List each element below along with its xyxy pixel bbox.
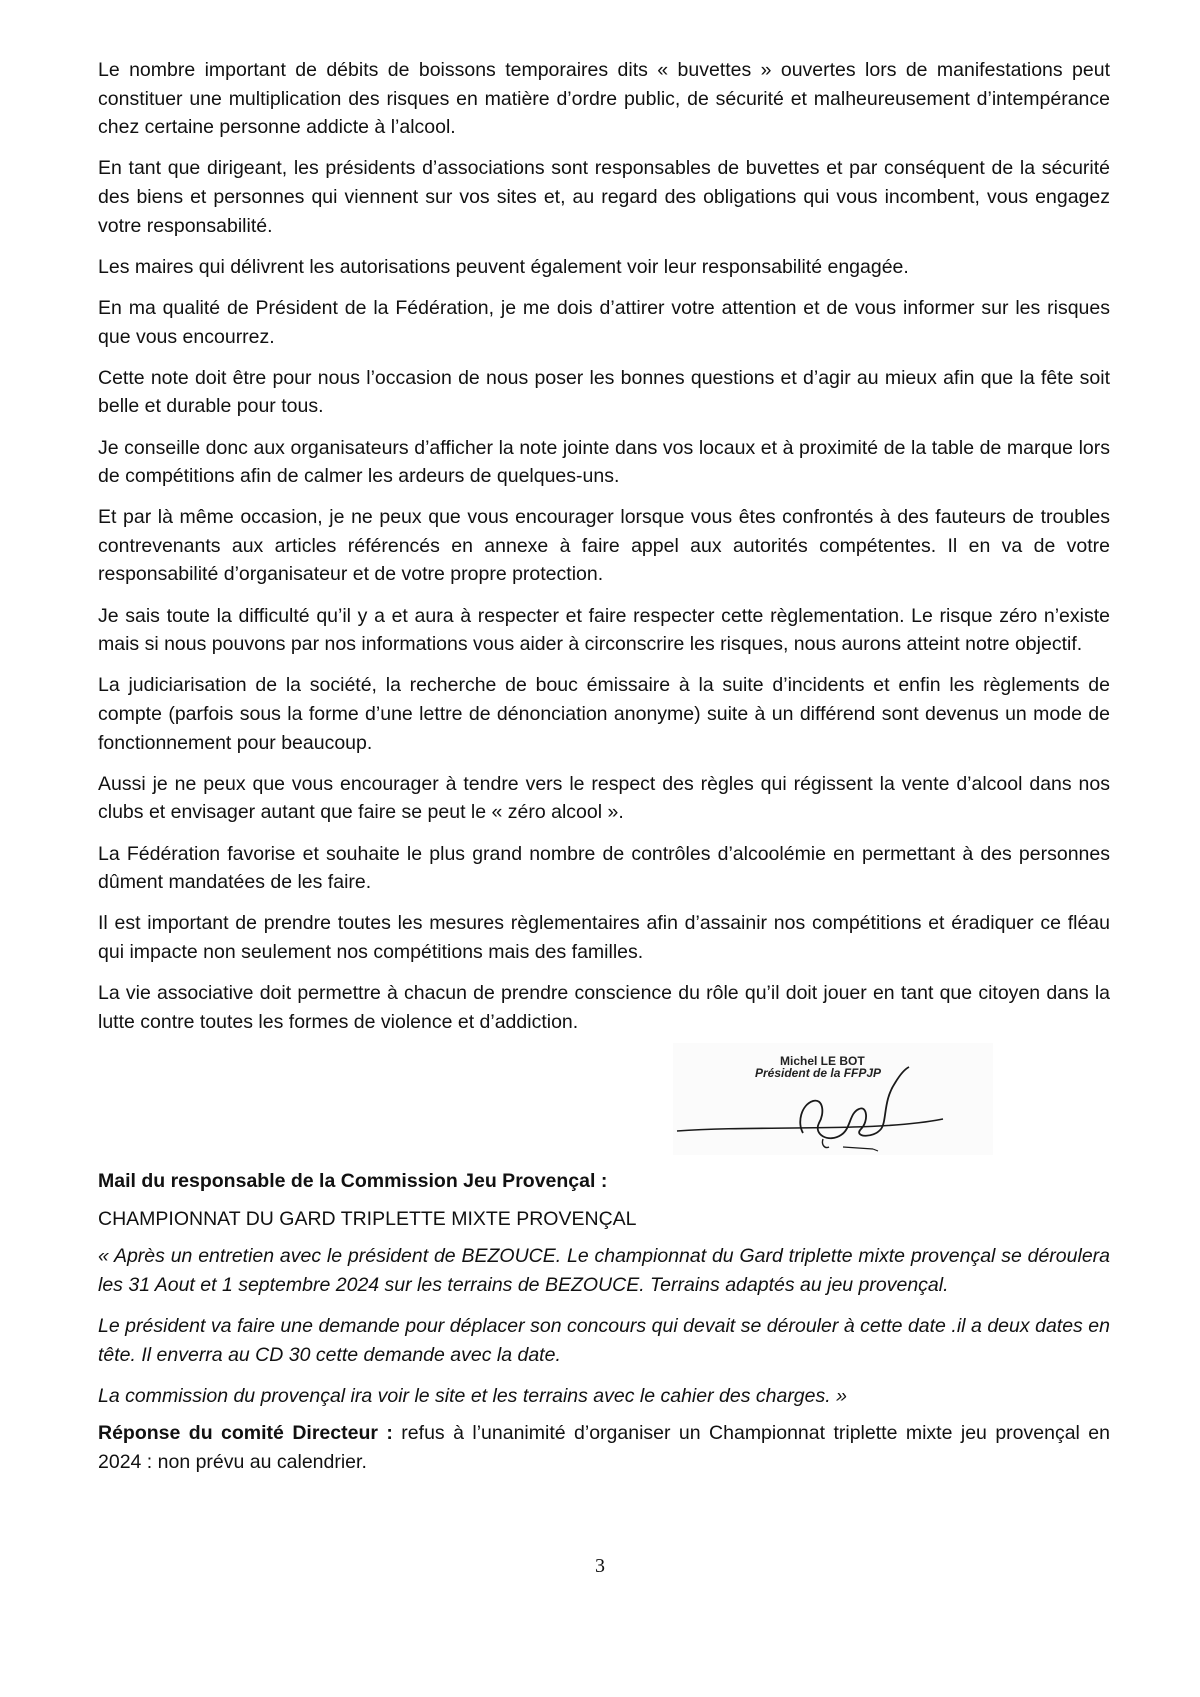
response-text: refus à l’unanimité d’organiser un Championnat triplette mixte jeu provençal en 2024 : non prévu au calendrier. [98, 1422, 1110, 1473]
document-page [98, 56, 1110, 1489]
paragraph-difficulte: Je sais toute la difficulté qu’il y a et aura à respecter et faire respecter cette règlementation. Le risque zéro n’existe mais si nous pouvons par nos informations vous aider à circonscrire les risques, nous aurons atteint notre objectif. [98, 604, 1110, 656]
page-number: 3 [595, 1555, 605, 1577]
signature-block [98, 1043, 1110, 1161]
paragraph-note-occasion: Cette note doit être pour nous l’occasion de nous poser les bonnes questions et d’agir au mieux afin que la fête soit belle et durable pour tous. [98, 366, 1110, 418]
response-label: Réponse du comité Directeur : [98, 1422, 393, 1445]
paragraph-buvettes: Le nombre important de débits de boissons temporaires dits « buvettes » ouvertes lors de manifestations peut constituer une multiplication des risques en matière d’ordre public, de sécurité et malheureusement d’intempérance chez certaine personne addicte à l’alcool. [98, 59, 1110, 139]
paragraph-qualite-president: En ma qualité de Président de la Fédération, je me dois d’attirer votre attention et de vous informer sur les risques que vous encourrez. [98, 296, 1110, 348]
paragraph-conseil-organisateurs: Je conseille donc aux organisateurs d’afficher la note jointe dans vos locaux et à proximité de la table de marque lors de compétitions afin de calmer les ardeurs de quelques-uns. [98, 436, 1110, 488]
quote-paragraph-3: La commission du provençal ira voir le site et les terrains avec le cahier des charges. » [98, 1384, 847, 1407]
quote-paragraph-1: « Après un entretien avec le président de BEZOUCE. Le championnat du Gard triplette mixte provençal se déroulera les 31 Aout et 1 septembre 2024 sur les terrains de BEZOUCE. Terrains adaptés au jeu provençal. [98, 1245, 1110, 1296]
paragraph-zero-alcool: Aussi je ne peux que vous encourager à tendre vers le respect des règles qui régissent la vente d’alcool dans nos clubs et envisager autant que faire se peut le « zéro alcool ». [98, 772, 1110, 824]
paragraph-vie-associative: La vie associative doit permettre à chacun de prendre conscience du rôle qu’il doit jouer en tant que citoyen dans la lutte contre toutes les formes de violence et d’addiction. [98, 982, 1110, 1033]
paragraph-judiciarisation: La judiciarisation de la société, la recherche de bouc émissaire à la suite d’incidents et enfin les règlements de compte (parfois sous la forme d’une lettre de dénonciation anonyme) suite à un différend sont devenus un mode de fonctionnement pour beaucoup. [98, 674, 1110, 754]
paragraph-mesures: Il est important de prendre toutes les mesures règlementaires afin d’assainir nos compétitions et éradiquer ce fléau qui impacte non seulement nos compétitions mais des familles. [98, 912, 1110, 963]
signatory-title: Président de la FFPJP [755, 1065, 882, 1080]
paragraph-responsabilite-presidents: En tant que dirigeant, les présidents d’associations sont responsables de buvettes et par conséquent de la sécurité des biens et personnes qui viennent sur vos sites et, au regard des obligations qui vous incombent, vous engagez votre responsabilité. [98, 157, 1110, 237]
mail-heading: Mail du responsable de la Commission Jeu Provençal : [98, 1169, 608, 1192]
championship-title: CHAMPIONNAT DU GARD TRIPLETTE MIXTE PROVENÇAL [98, 1207, 637, 1230]
signatory-name: Michel LE BOT [780, 1053, 865, 1068]
signature-stamp [673, 1043, 993, 1155]
paragraph-controles-alcoolemie: La Fédération favorise et souhaite le plus grand nombre de contrôles d’alcoolémie en permettant à des personnes dûment mandatées de les faire. [98, 842, 1110, 894]
paragraph-maires: Les maires qui délivrent les autorisations peuvent également voir leur responsabilité engagée. [98, 255, 909, 278]
quote-paragraph-2: Le président va faire une demande pour déplacer son concours qui devait se dérouler à cette date .il a deux dates en tête. Il enverra au CD 30 cette demande avec la date. [98, 1314, 1110, 1366]
paragraph-fauteurs-de-troubles: Et par là même occasion, je ne peux que vous encourager lorsque vous êtes confrontés à des fauteurs de troubles contrevenants aux articles référencés en annexe à faire appel aux autorités compétentes. Il en va de votre responsabilité d’organisateur et de votre propre protection. [98, 506, 1110, 586]
response-paragraph [98, 1419, 1110, 1476]
